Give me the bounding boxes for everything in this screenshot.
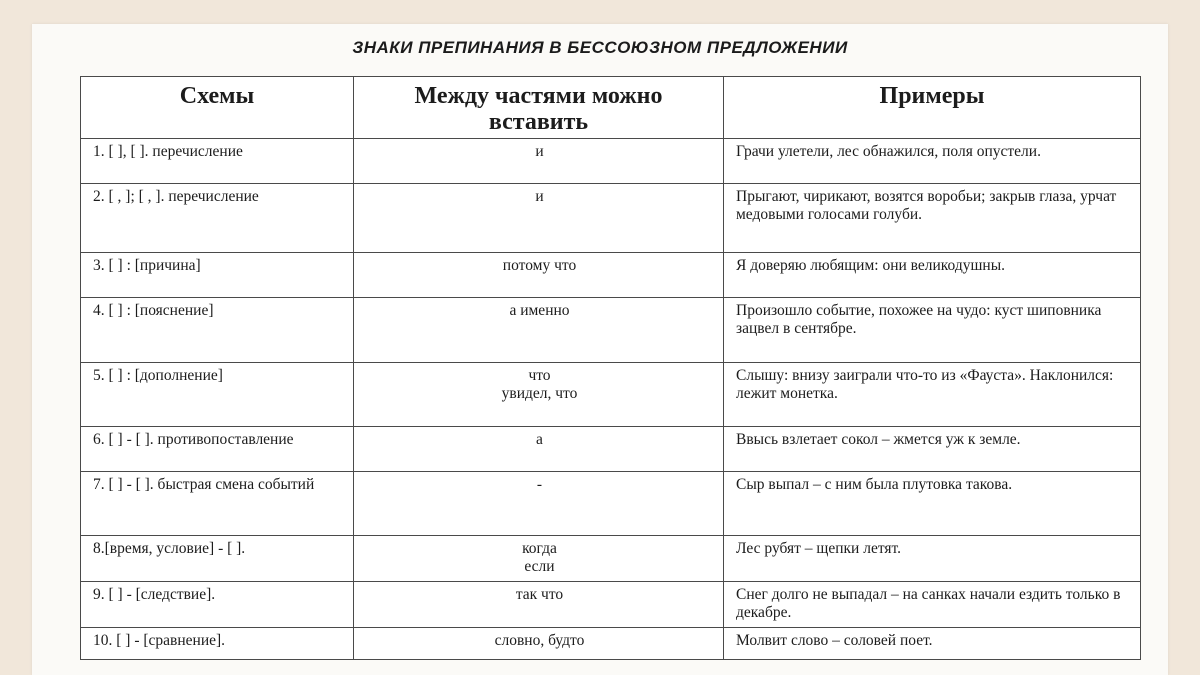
scheme-cell: 1. [ ], [ ]. перечисление xyxy=(81,139,354,184)
insert-word: и xyxy=(535,143,544,160)
example-cell: Ввысь взлетает сокол – жмется уж к земле. xyxy=(724,427,1141,472)
example-cell: Слышу: внизу заиграли что-то из «Фауста». Наклонился: лежит монетка. xyxy=(724,363,1141,427)
example-cell: Произошло событие, похожее на чудо: куст шиповника зацвел в сентябре. xyxy=(724,298,1141,363)
table-row xyxy=(81,184,1141,253)
insert-cell xyxy=(354,472,724,536)
insert-cell xyxy=(354,536,724,582)
scheme-cell: 6. [ ] - [ ]. противопоставление xyxy=(81,427,354,472)
scheme-cell: 3. [ ] : [причина] xyxy=(81,253,354,298)
insert-word: что xyxy=(528,367,551,384)
scheme-cell: 8.[время, условие] - [ ]. xyxy=(81,536,354,582)
table-row xyxy=(81,139,1141,184)
insert-word: словно, будто xyxy=(494,632,585,649)
insert-cell xyxy=(354,427,724,472)
table-row xyxy=(81,582,1141,628)
scheme-cell: 10. [ ] - [сравнение]. xyxy=(81,628,354,660)
table-row xyxy=(81,427,1141,472)
table-row xyxy=(81,628,1141,660)
example-cell: Снег долго не выпадал – на санках начали ездить только в декабре. xyxy=(724,582,1141,628)
table-row xyxy=(81,536,1141,582)
scheme-cell: 2. [ , ]; [ , ]. перечисление xyxy=(81,184,354,253)
insert-word: а xyxy=(536,431,543,448)
insert-word: если xyxy=(524,558,555,575)
scheme-cell: 4. [ ] : [пояснение] xyxy=(81,298,354,363)
table-row xyxy=(81,298,1141,363)
page-title: ЗНАКИ ПРЕПИНАНИЯ В БЕССОЮЗНОМ ПРЕДЛОЖЕНИИ xyxy=(352,38,848,57)
insert-cell xyxy=(354,184,724,253)
example-cell: Сыр выпал – с ним была плутовка такова. xyxy=(724,472,1141,536)
example-cell: Прыгают, чирикают, возятся воробьи; закрыв глаза, урчат медовыми голосами голуби. xyxy=(724,184,1141,253)
table-row xyxy=(81,253,1141,298)
insert-word: когда xyxy=(522,540,557,557)
insert-word: и xyxy=(535,188,544,205)
insert-word: а именно xyxy=(509,302,570,319)
scheme-cell: 9. [ ] - [следствие]. xyxy=(81,582,354,628)
example-cell: Я доверяю любящим: они великодушны. xyxy=(724,253,1141,298)
insert-cell xyxy=(354,253,724,298)
insert-cell xyxy=(354,298,724,363)
insert-word: - xyxy=(536,476,543,493)
insert-word: так что xyxy=(515,586,564,603)
table-header-row xyxy=(81,77,1141,139)
example-cell: Молвит слово – соловей поет. xyxy=(724,628,1141,660)
scheme-cell: 5. [ ] : [дополнение] xyxy=(81,363,354,427)
insert-cell xyxy=(354,582,724,628)
header-insert: Между частями можно вставить xyxy=(354,77,724,139)
insert-word: потому что xyxy=(502,257,577,274)
table-row xyxy=(81,363,1141,427)
insert-cell xyxy=(354,363,724,427)
insert-cell xyxy=(354,628,724,660)
example-cell: Грачи улетели, лес обнажился, поля опустели. xyxy=(724,139,1141,184)
table-row xyxy=(81,472,1141,536)
punctuation-table xyxy=(80,76,1141,660)
example-cell: Лес рубят – щепки летят. xyxy=(724,536,1141,582)
header-schemes: Схемы xyxy=(81,77,354,139)
header-examples: Примеры xyxy=(724,77,1141,139)
scheme-cell: 7. [ ] - [ ]. быстрая смена событий xyxy=(81,472,354,536)
insert-word: увидел, что xyxy=(501,385,578,402)
insert-cell xyxy=(354,139,724,184)
